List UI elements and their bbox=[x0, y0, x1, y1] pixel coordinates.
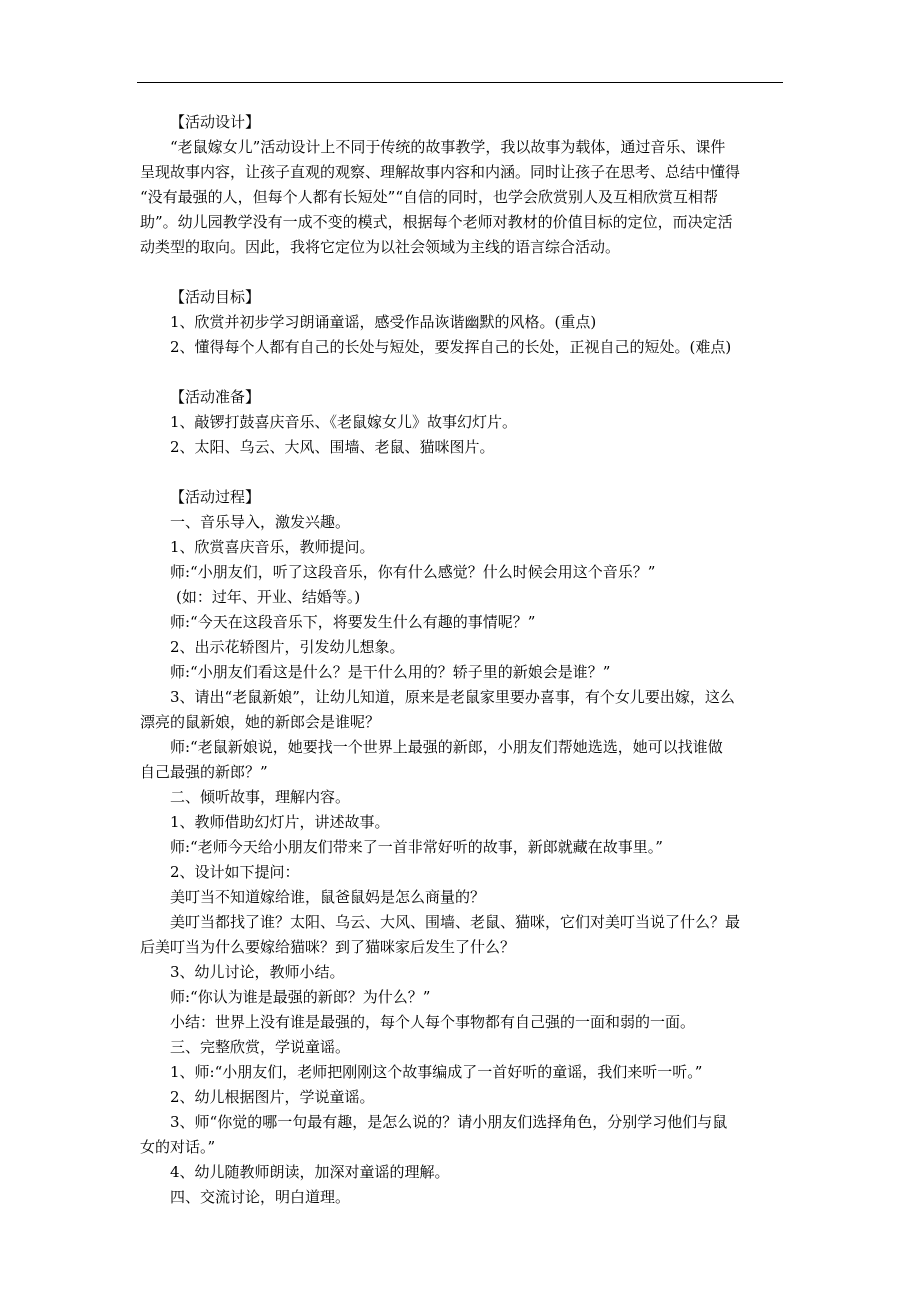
process-line: 后美叮当为什么要嫁给猫咪？到了猫咪家后发生了什么？ bbox=[140, 938, 516, 956]
paragraph-line: 呈现故事内容，让孩子直观的观察、理解故事内容和内涵。同时让孩子在思考、总结中懂得 bbox=[140, 163, 741, 181]
paragraph-line: “没有最强的人，但每个人都有长短处”“自信的同时，也学会欣赏别人及互相欣赏互相帮 bbox=[140, 188, 719, 206]
process-line: 师:“老鼠新娘说，她要找一个世界上最强的新郎，小朋友们帮她选选，她可以找谁做 bbox=[170, 738, 723, 756]
process-line: 师:“小朋友们看这是什么？是干什么用的？轿子里的新娘会是谁？” bbox=[170, 663, 611, 681]
process-line: 1、教师借助幻灯片，讲述故事。 bbox=[170, 813, 390, 831]
document-body bbox=[140, 110, 784, 1210]
process-line: 一、音乐导入，激发兴趣。 bbox=[170, 513, 351, 531]
section-heading-goals: 【活动目标】 bbox=[170, 288, 261, 306]
process-line: 1、师:“小朋友们，老师把刚刚这个故事编成了一首好听的童谣，我们来听一听。” bbox=[170, 1063, 703, 1081]
process-line: 3、请出“老鼠新娘”，让幼儿知道，原来是老鼠家里要办喜事，有个女儿要出嫁，这么 bbox=[170, 688, 735, 706]
process-line: 三、完整欣赏，学说童谣。 bbox=[170, 1038, 351, 1056]
section-heading-process: 【活动过程】 bbox=[170, 488, 261, 506]
header-rule bbox=[137, 82, 783, 83]
section-heading-design: 【活动设计】 bbox=[170, 113, 261, 131]
process-line: 女的对话。” bbox=[140, 1138, 216, 1156]
process-line: 3、幼儿讨论，教师小结。 bbox=[170, 963, 345, 981]
prep-item: 2、太阳、乌云、大风、围墙、老鼠、猫咪图片。 bbox=[170, 438, 495, 456]
process-line: 师:“今天在这段音乐下，将要发生什么有趣的事情呢？” bbox=[170, 613, 536, 631]
process-line: 2、幼儿根据图片，学说童谣。 bbox=[170, 1088, 375, 1106]
process-line: 师:“老师今天给小朋友们带来了一首非常好听的故事，新郎就藏在故事里。” bbox=[170, 838, 663, 856]
process-line: 师:“小朋友们，听了这段音乐，你有什么感觉？什么时候会用这个音乐？” bbox=[170, 563, 656, 581]
process-line: (如：过年、开业、结婚等。) bbox=[176, 588, 361, 606]
prep-item: 1、敲锣打鼓喜庆音乐、《老鼠嫁女儿》故事幻灯片。 bbox=[170, 413, 518, 431]
process-line: 3、师“你觉的哪一句最有趣，是怎么说的？请小朋友们选择角色，分别学习他们与鼠 bbox=[170, 1113, 728, 1131]
paragraph-line: 动类型的取向。因此，我将它定位为以社会领域为主线的语言综合活动。 bbox=[140, 238, 621, 256]
process-line: 4、幼儿随教师朗读，加深对童谣的理解。 bbox=[170, 1163, 450, 1181]
paragraph-line: “老鼠嫁女儿”活动设计上不同于传统的故事教学，我以故事为载体，通过音乐、课件 bbox=[170, 138, 726, 156]
process-line: 四、交流讨论，明白道理。 bbox=[170, 1188, 351, 1206]
process-line: 2、出示花轿图片，引发幼儿想象。 bbox=[170, 638, 405, 656]
section-heading-prep: 【活动准备】 bbox=[170, 388, 261, 406]
process-line: 二、倾听故事，理解内容。 bbox=[170, 788, 351, 806]
process-line: 小结：世界上没有谁是最强的，每个人每个事物都有自己强的一面和弱的一面。 bbox=[170, 1013, 696, 1031]
process-line: 师:“你认为谁是最强的新郎？为什么？” bbox=[170, 988, 431, 1006]
process-line: 2、设计如下提问： bbox=[170, 863, 300, 881]
process-line: 美叮当不知道嫁给谁，鼠爸鼠妈是怎么商量的？ bbox=[170, 888, 486, 906]
process-line: 自己最强的新郎？” bbox=[140, 763, 268, 781]
goal-item: 1、欣赏并初步学习朗诵童谣，感受作品诙谐幽默的风格。(重点) bbox=[170, 313, 597, 331]
process-line: 美叮当都找了谁？太阳、乌云、大风、围墙、老鼠、猫咪，它们对美叮当说了什么？最 bbox=[170, 913, 741, 931]
goal-item: 2、懂得每个人都有自己的长处与短处，要发挥自己的长处，正视自己的短处。(难点) bbox=[170, 338, 732, 356]
paragraph-line: 助”。幼儿园教学没有一成不变的模式，根据每个老师对教材的价值目标的定位，而决定活 bbox=[140, 213, 733, 231]
process-line: 1、欣赏喜庆音乐，教师提问。 bbox=[170, 538, 375, 556]
process-line: 漂亮的鼠新娘，她的新郎会是谁呢？ bbox=[140, 713, 381, 731]
